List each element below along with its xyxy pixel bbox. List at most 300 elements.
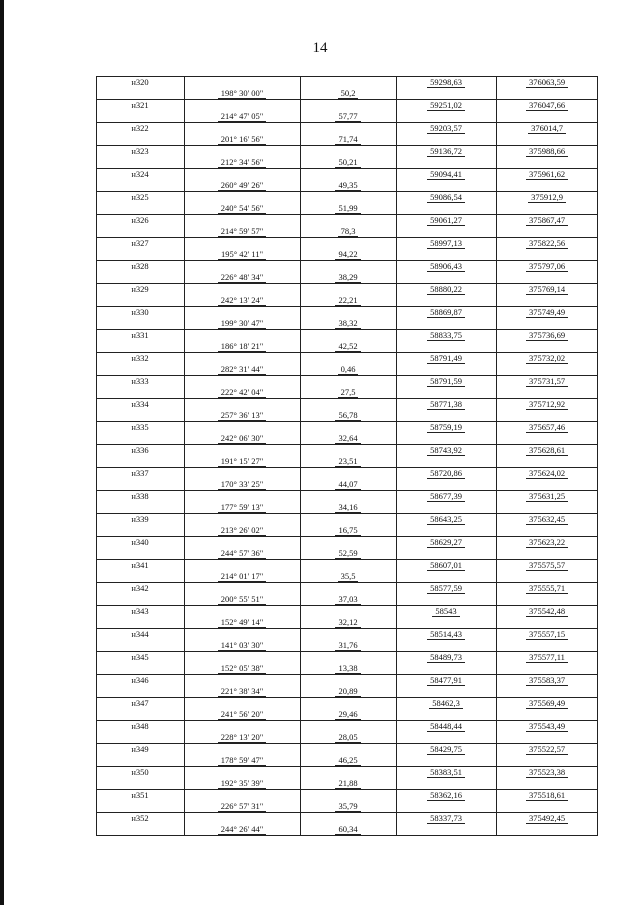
table-row xyxy=(96,605,598,628)
point-id-cell xyxy=(96,560,184,570)
direction-angle-cell xyxy=(184,640,300,650)
y-coordinate-cell xyxy=(496,583,598,593)
distance-cell-text: 13,38 xyxy=(335,663,360,674)
table-row xyxy=(96,812,598,835)
y-coordinate-cell-text: 375731,57 xyxy=(526,376,568,387)
x-coordinate-cell-text: 59251,02 xyxy=(427,100,465,111)
distance-cell xyxy=(300,801,396,811)
distance-cell-text: 20,89 xyxy=(335,686,360,697)
point-id-cell xyxy=(96,445,184,455)
x-coordinate-cell xyxy=(396,146,496,156)
table-row xyxy=(96,720,598,743)
y-coordinate-cell-text: 375583,37 xyxy=(526,675,568,686)
point-id-cell xyxy=(96,422,184,432)
table-row xyxy=(96,145,598,168)
x-coordinate-cell xyxy=(396,123,496,133)
direction-angle-cell-text: 200° 55' 51" xyxy=(218,594,266,605)
x-coordinate-cell-text: 58791,59 xyxy=(427,376,465,387)
distance-cell-text: 38,29 xyxy=(335,272,360,283)
x-coordinate-cell-text: 58771,38 xyxy=(427,399,465,410)
point-id-cell-text: н351 xyxy=(131,790,149,800)
point-id-cell-text: н334 xyxy=(131,399,149,409)
y-coordinate-cell-text: 375867,47 xyxy=(526,215,568,226)
distance-cell xyxy=(300,709,396,719)
y-coordinate-cell-text: 375555,71 xyxy=(526,583,568,594)
direction-angle-cell xyxy=(184,249,300,259)
x-coordinate-cell xyxy=(396,169,496,179)
direction-angle-cell xyxy=(184,502,300,512)
page-edge-bar xyxy=(0,0,4,905)
direction-angle-cell-text: 195° 42' 11" xyxy=(218,249,266,260)
distance-cell-text: 52,59 xyxy=(335,548,360,559)
x-coordinate-cell-text: 58629,27 xyxy=(427,537,465,548)
point-id-cell xyxy=(96,353,184,363)
direction-angle-cell-text: 201° 16' 56" xyxy=(218,134,266,145)
direction-angle-cell-text: 212° 34' 56" xyxy=(218,157,266,168)
table-row xyxy=(96,674,598,697)
distance-cell-text: 46,25 xyxy=(335,755,360,766)
x-coordinate-cell xyxy=(396,353,496,363)
point-id-cell xyxy=(96,307,184,317)
y-coordinate-cell xyxy=(496,422,598,432)
y-coordinate-cell-text: 375797,06 xyxy=(526,261,568,272)
x-coordinate-cell xyxy=(396,376,496,386)
distance-cell-text: 94,22 xyxy=(335,249,360,260)
x-coordinate-cell xyxy=(396,261,496,271)
direction-angle-cell-text: 177° 59' 13" xyxy=(218,502,266,513)
direction-angle-cell xyxy=(184,801,300,811)
distance-cell xyxy=(300,433,396,443)
table-row xyxy=(96,766,598,789)
direction-angle-cell xyxy=(184,272,300,282)
x-coordinate-cell xyxy=(396,399,496,409)
y-coordinate-cell xyxy=(496,744,598,754)
distance-cell-text: 37,03 xyxy=(335,594,360,605)
distance-cell xyxy=(300,295,396,305)
direction-angle-cell-text: 152° 49' 14" xyxy=(218,617,266,628)
distance-cell-text: 38,32 xyxy=(335,318,360,329)
y-coordinate-cell-text: 376063,59 xyxy=(526,77,568,88)
x-coordinate-cell-text: 58906,43 xyxy=(427,261,465,272)
direction-angle-cell xyxy=(184,525,300,535)
point-id-cell xyxy=(96,606,184,616)
point-id-cell xyxy=(96,238,184,248)
direction-angle-cell xyxy=(184,548,300,558)
direction-angle-cell-text: 257° 36' 13" xyxy=(218,410,266,421)
y-coordinate-cell-text: 375543,49 xyxy=(526,721,568,732)
point-id-cell-text: н340 xyxy=(131,537,149,547)
y-coordinate-cell xyxy=(496,307,598,317)
point-id-cell-text: н321 xyxy=(131,100,149,110)
distance-cell-text: 57,77 xyxy=(335,111,360,122)
direction-angle-cell-text: 244° 26' 44" xyxy=(218,824,266,835)
distance-cell-text: 32,12 xyxy=(335,617,360,628)
direction-angle-cell-text: 228° 13' 20" xyxy=(218,732,266,743)
table-row xyxy=(96,490,598,513)
x-coordinate-cell xyxy=(396,698,496,708)
y-coordinate-cell-text: 375769,14 xyxy=(526,284,568,295)
direction-angle-cell-text: 199° 30' 47" xyxy=(218,318,266,329)
y-coordinate-cell-text: 375732,02 xyxy=(526,353,568,364)
direction-angle-cell-text: 214° 01' 17" xyxy=(218,571,266,582)
distance-cell xyxy=(300,640,396,650)
y-coordinate-cell xyxy=(496,468,598,478)
x-coordinate-cell xyxy=(396,721,496,731)
y-coordinate-cell xyxy=(496,790,598,800)
point-id-cell xyxy=(96,261,184,271)
point-id-cell-text: н345 xyxy=(131,652,149,662)
table-row xyxy=(96,191,598,214)
distance-cell-text: 27,5 xyxy=(338,387,359,398)
x-coordinate-cell-text: 58791,49 xyxy=(427,353,465,364)
table-row xyxy=(96,582,598,605)
y-coordinate-cell-text: 375988,66 xyxy=(526,146,568,157)
y-coordinate-cell-text: 375961,62 xyxy=(526,169,568,180)
table-row xyxy=(96,168,598,191)
y-coordinate-cell-text: 375628,61 xyxy=(526,445,568,456)
table-row xyxy=(96,283,598,306)
direction-angle-cell xyxy=(184,111,300,121)
distance-cell xyxy=(300,548,396,558)
point-id-cell-text: н328 xyxy=(131,261,149,271)
point-id-cell-text: н338 xyxy=(131,491,149,501)
table-row xyxy=(96,789,598,812)
distance-cell xyxy=(300,410,396,420)
table-row xyxy=(96,306,598,329)
x-coordinate-cell-text: 59203,57 xyxy=(427,123,465,134)
y-coordinate-cell xyxy=(496,606,598,616)
point-id-cell xyxy=(96,100,184,110)
distance-cell-text: 51,99 xyxy=(335,203,360,214)
table-row xyxy=(96,375,598,398)
direction-angle-cell-text: 214° 47' 05" xyxy=(218,111,266,122)
point-id-cell xyxy=(96,123,184,133)
direction-angle-cell-text: 222° 42' 04" xyxy=(218,387,266,398)
y-coordinate-cell xyxy=(496,77,598,87)
y-coordinate-cell xyxy=(496,721,598,731)
x-coordinate-cell xyxy=(396,629,496,639)
x-coordinate-cell-text: 58759,19 xyxy=(427,422,465,433)
point-id-cell xyxy=(96,468,184,478)
direction-angle-cell xyxy=(184,387,300,397)
point-id-cell xyxy=(96,284,184,294)
distance-cell xyxy=(300,663,396,673)
direction-angle-cell-text: 242° 06' 30" xyxy=(218,433,266,444)
distance-cell-text: 31,76 xyxy=(335,640,360,651)
point-id-cell xyxy=(96,698,184,708)
direction-angle-cell-text: 241° 56' 20" xyxy=(218,709,266,720)
point-id-cell-text: н330 xyxy=(131,307,149,317)
direction-angle-cell xyxy=(184,456,300,466)
direction-angle-cell xyxy=(184,709,300,719)
direction-angle-cell xyxy=(184,433,300,443)
point-id-cell xyxy=(96,330,184,340)
y-coordinate-cell-text: 375492,45 xyxy=(526,813,568,824)
x-coordinate-cell-text: 58997,13 xyxy=(427,238,465,249)
direction-angle-cell xyxy=(184,88,300,98)
x-coordinate-cell-text: 58880,22 xyxy=(427,284,465,295)
point-id-cell xyxy=(96,652,184,662)
distance-cell xyxy=(300,226,396,236)
direction-angle-cell-text: 282° 31' 44" xyxy=(218,364,266,375)
y-coordinate-cell xyxy=(496,169,598,179)
distance-cell-text: 21,88 xyxy=(335,778,360,789)
distance-cell xyxy=(300,203,396,213)
direction-angle-cell xyxy=(184,571,300,581)
x-coordinate-cell xyxy=(396,514,496,524)
distance-cell xyxy=(300,502,396,512)
table-row xyxy=(96,513,598,536)
table-row xyxy=(96,444,598,467)
point-id-cell-text: н324 xyxy=(131,169,149,179)
y-coordinate-cell xyxy=(496,215,598,225)
x-coordinate-cell-text: 59094,41 xyxy=(427,169,465,180)
x-coordinate-cell-text: 58489,73 xyxy=(427,652,465,663)
x-coordinate-cell-text: 58477,91 xyxy=(427,675,465,686)
x-coordinate-cell xyxy=(396,790,496,800)
y-coordinate-cell xyxy=(496,238,598,248)
x-coordinate-cell-text: 58383,51 xyxy=(427,767,465,778)
x-coordinate-cell xyxy=(396,767,496,777)
point-id-cell-text: н341 xyxy=(131,560,149,570)
point-id-cell-text: н320 xyxy=(131,77,149,87)
y-coordinate-cell xyxy=(496,652,598,662)
distance-cell-text: 78,3 xyxy=(338,226,359,237)
x-coordinate-cell-text: 58833,75 xyxy=(427,330,465,341)
x-coordinate-cell-text: 58337,73 xyxy=(427,813,465,824)
point-id-cell xyxy=(96,790,184,800)
distance-cell-text: 32,64 xyxy=(335,433,360,444)
distance-cell-text: 49,35 xyxy=(335,180,360,191)
y-coordinate-cell xyxy=(496,629,598,639)
table-row xyxy=(96,214,598,237)
distance-cell-text: 29,46 xyxy=(335,709,360,720)
direction-angle-cell-text: 186° 18' 21" xyxy=(218,341,266,352)
y-coordinate-cell xyxy=(496,261,598,271)
x-coordinate-cell-text: 58743,92 xyxy=(427,445,465,456)
point-id-cell-text: н352 xyxy=(131,813,149,823)
point-id-cell-text: н326 xyxy=(131,215,149,225)
distance-cell-text: 23,51 xyxy=(335,456,360,467)
distance-cell xyxy=(300,341,396,351)
x-coordinate-cell-text: 58720,86 xyxy=(427,468,465,479)
table-row xyxy=(96,260,598,283)
point-id-cell-text: н350 xyxy=(131,767,149,777)
x-coordinate-cell xyxy=(396,652,496,662)
y-coordinate-cell xyxy=(496,813,598,823)
y-coordinate-cell xyxy=(496,445,598,455)
distance-cell-text: 56,78 xyxy=(335,410,360,421)
direction-angle-cell-text: 191° 15' 27" xyxy=(218,456,266,467)
point-id-cell-text: н325 xyxy=(131,192,149,202)
coordinates-table xyxy=(96,76,598,835)
direction-angle-cell-text: 242° 13' 24" xyxy=(218,295,266,306)
distance-cell xyxy=(300,824,396,834)
point-id-cell-text: н329 xyxy=(131,284,149,294)
x-coordinate-cell-text: 59136,72 xyxy=(427,146,465,157)
x-coordinate-cell-text: 58543 xyxy=(432,606,459,617)
distance-cell-text: 0,46 xyxy=(338,364,359,375)
x-coordinate-cell xyxy=(396,583,496,593)
x-coordinate-cell xyxy=(396,238,496,248)
direction-angle-cell-text: 226° 48' 34" xyxy=(218,272,266,283)
y-coordinate-cell-text: 375575,57 xyxy=(526,560,568,571)
direction-angle-cell xyxy=(184,180,300,190)
distance-cell xyxy=(300,318,396,328)
x-coordinate-cell-text: 59061,27 xyxy=(427,215,465,226)
y-coordinate-cell-text: 375632,45 xyxy=(526,514,568,525)
x-coordinate-cell xyxy=(396,100,496,110)
y-coordinate-cell xyxy=(496,100,598,110)
distance-cell-text: 71,74 xyxy=(335,134,360,145)
y-coordinate-cell-text: 376047,66 xyxy=(526,100,568,111)
table-row xyxy=(96,743,598,766)
y-coordinate-cell-text: 375624,02 xyxy=(526,468,568,479)
distance-cell xyxy=(300,525,396,535)
direction-angle-cell-text: 226° 57' 31" xyxy=(218,801,266,812)
direction-angle-cell-text: 260° 49' 26" xyxy=(218,180,266,191)
x-coordinate-cell-text: 58448,44 xyxy=(427,721,465,732)
x-coordinate-cell-text: 58869,87 xyxy=(427,307,465,318)
page-number: 14 xyxy=(312,40,328,56)
direction-angle-cell-text: 198° 30' 00" xyxy=(218,88,266,99)
point-id-cell xyxy=(96,215,184,225)
point-id-cell xyxy=(96,813,184,823)
y-coordinate-cell xyxy=(496,399,598,409)
distance-cell-text: 50,21 xyxy=(335,157,360,168)
point-id-cell-text: н337 xyxy=(131,468,149,478)
table-row xyxy=(96,329,598,352)
point-id-cell xyxy=(96,146,184,156)
x-coordinate-cell xyxy=(396,744,496,754)
direction-angle-cell xyxy=(184,134,300,144)
y-coordinate-cell xyxy=(496,284,598,294)
point-id-cell xyxy=(96,583,184,593)
distance-cell xyxy=(300,479,396,489)
point-id-cell-text: н344 xyxy=(131,629,149,639)
y-coordinate-cell xyxy=(496,491,598,501)
direction-angle-cell-text: 192° 35' 39" xyxy=(218,778,266,789)
y-coordinate-cell xyxy=(496,376,598,386)
direction-angle-cell-text: 152° 05' 38" xyxy=(218,663,266,674)
y-coordinate-cell-text: 375736,69 xyxy=(526,330,568,341)
direction-angle-cell xyxy=(184,295,300,305)
direction-angle-cell xyxy=(184,755,300,765)
direction-angle-cell xyxy=(184,318,300,328)
y-coordinate-cell-text: 375523,38 xyxy=(526,767,568,778)
x-coordinate-cell xyxy=(396,422,496,432)
distance-cell xyxy=(300,180,396,190)
point-id-cell xyxy=(96,399,184,409)
direction-angle-cell xyxy=(184,341,300,351)
y-coordinate-cell xyxy=(496,353,598,363)
x-coordinate-cell xyxy=(396,560,496,570)
point-id-cell xyxy=(96,77,184,87)
direction-angle-cell-text: 213° 26' 02" xyxy=(218,525,266,536)
distance-cell xyxy=(300,134,396,144)
y-coordinate-cell-text: 375631,25 xyxy=(526,491,568,502)
distance-cell xyxy=(300,686,396,696)
direction-angle-cell xyxy=(184,663,300,673)
x-coordinate-cell xyxy=(396,537,496,547)
point-id-cell-text: н323 xyxy=(131,146,149,156)
table-row xyxy=(96,559,598,582)
point-id-cell-text: н322 xyxy=(131,123,149,133)
point-id-cell xyxy=(96,192,184,202)
table-row xyxy=(96,99,598,122)
y-coordinate-cell-text: 375623,22 xyxy=(526,537,568,548)
point-id-cell-text: н336 xyxy=(131,445,149,455)
table-row xyxy=(96,122,598,145)
x-coordinate-cell-text: 58643,25 xyxy=(427,514,465,525)
distance-cell xyxy=(300,364,396,374)
direction-angle-cell-text: 244° 57' 36" xyxy=(218,548,266,559)
point-id-cell-text: н339 xyxy=(131,514,149,524)
y-coordinate-cell-text: 376014,7 xyxy=(528,123,566,134)
distance-cell xyxy=(300,272,396,282)
x-coordinate-cell-text: 58514,43 xyxy=(427,629,465,640)
y-coordinate-cell xyxy=(496,146,598,156)
distance-cell-text: 35,79 xyxy=(335,801,360,812)
x-coordinate-cell-text: 58677,39 xyxy=(427,491,465,502)
distance-cell-text: 34,16 xyxy=(335,502,360,513)
direction-angle-cell xyxy=(184,594,300,604)
y-coordinate-cell-text: 375557,15 xyxy=(526,629,568,640)
table-row xyxy=(96,536,598,559)
table-row xyxy=(96,76,598,99)
distance-cell-text: 60,34 xyxy=(335,824,360,835)
direction-angle-cell-text: 178° 59' 47" xyxy=(218,755,266,766)
x-coordinate-cell-text: 58607,01 xyxy=(427,560,465,571)
distance-cell xyxy=(300,617,396,627)
point-id-cell-text: н347 xyxy=(131,698,149,708)
table-row xyxy=(96,651,598,674)
x-coordinate-cell xyxy=(396,491,496,501)
direction-angle-cell xyxy=(184,226,300,236)
x-coordinate-cell-text: 58577,59 xyxy=(427,583,465,594)
distance-cell-text: 44,07 xyxy=(335,479,360,490)
point-id-cell-text: н346 xyxy=(131,675,149,685)
y-coordinate-cell-text: 375577,11 xyxy=(526,652,568,663)
distance-cell xyxy=(300,387,396,397)
point-id-cell xyxy=(96,376,184,386)
y-coordinate-cell-text: 375912,9 xyxy=(528,192,566,203)
y-coordinate-cell xyxy=(496,675,598,685)
direction-angle-cell-text: 141° 03' 30" xyxy=(218,640,266,651)
x-coordinate-cell xyxy=(396,307,496,317)
y-coordinate-cell xyxy=(496,698,598,708)
distance-cell xyxy=(300,88,396,98)
x-coordinate-cell xyxy=(396,215,496,225)
point-id-cell-text: н349 xyxy=(131,744,149,754)
direction-angle-cell-text: 240° 54' 56" xyxy=(218,203,266,214)
point-id-cell-text: н343 xyxy=(131,606,149,616)
point-id-cell xyxy=(96,767,184,777)
direction-angle-cell xyxy=(184,157,300,167)
point-id-cell-text: н342 xyxy=(131,583,149,593)
direction-angle-cell xyxy=(184,732,300,742)
direction-angle-cell xyxy=(184,778,300,788)
y-coordinate-cell xyxy=(496,192,598,202)
direction-angle-cell xyxy=(184,686,300,696)
table-bottom-border xyxy=(96,835,598,836)
x-coordinate-cell xyxy=(396,813,496,823)
direction-angle-cell-text: 214° 59' 57" xyxy=(218,226,266,237)
x-coordinate-cell-text: 59086,54 xyxy=(427,192,465,203)
distance-cell-text: 16,75 xyxy=(335,525,360,536)
direction-angle-cell xyxy=(184,364,300,374)
table-row xyxy=(96,352,598,375)
